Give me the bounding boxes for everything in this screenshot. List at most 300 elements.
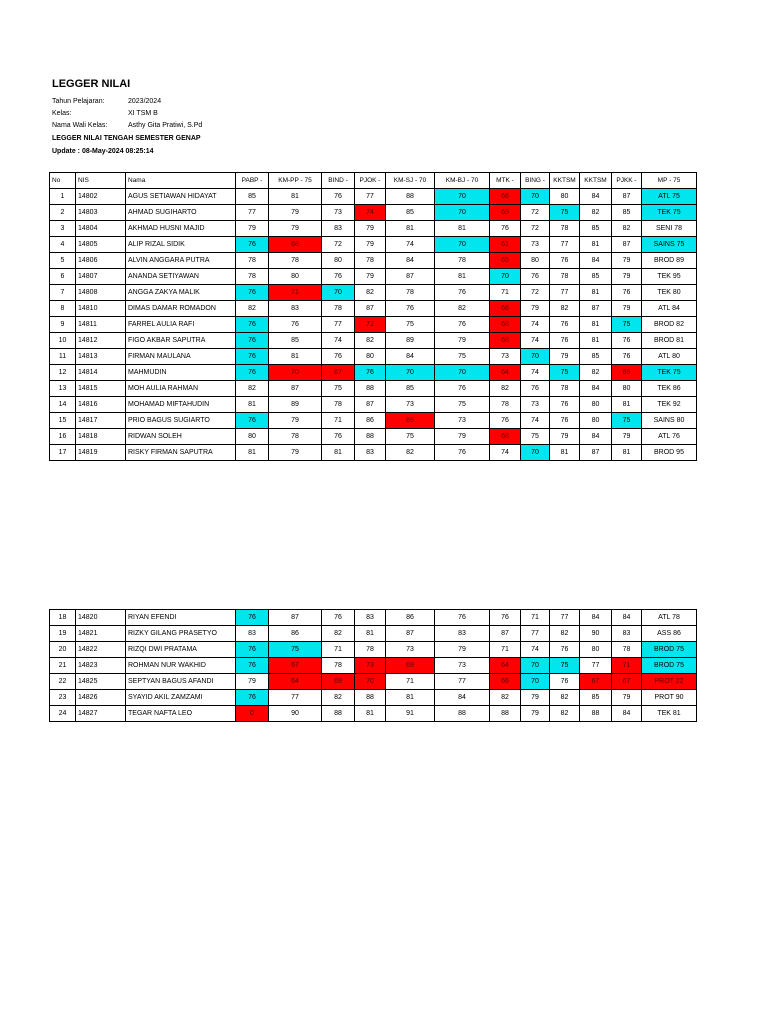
table-row xyxy=(50,237,697,253)
cell-mp: PROT 90 xyxy=(642,690,697,706)
cell-score: 77 xyxy=(355,189,386,205)
cell-score: 88 xyxy=(355,429,386,445)
cell-no: 3 xyxy=(50,221,76,237)
cell-score: 77 xyxy=(550,237,580,253)
cell-score: 70 xyxy=(269,365,322,381)
table-row xyxy=(50,690,697,706)
cell-score: 91 xyxy=(386,706,435,722)
cell-score: 68 xyxy=(490,333,521,349)
cell-score: 70 xyxy=(521,189,550,205)
cell-mp: BROD 95 xyxy=(642,445,697,461)
cell-score: 85 xyxy=(386,381,435,397)
cell-no: 16 xyxy=(50,429,76,445)
cell-score: 76 xyxy=(490,221,521,237)
table-row xyxy=(50,269,697,285)
cell-score: 69 xyxy=(386,658,435,674)
cell-score: 69 xyxy=(386,413,435,429)
cell-score: 90 xyxy=(580,626,612,642)
cell-score: 82 xyxy=(550,301,580,317)
cell-no: 10 xyxy=(50,333,76,349)
cell-score: 76 xyxy=(386,301,435,317)
cell-no: 22 xyxy=(50,674,76,690)
cell-score: 79 xyxy=(521,706,550,722)
cell-nama: MOHAMAD MIFTAHUDIN xyxy=(126,397,236,413)
cell-score: 76 xyxy=(612,333,642,349)
update-timestamp: Update : 08-May-2024 08:25:14 xyxy=(52,148,154,155)
cell-score: 79 xyxy=(521,690,550,706)
cell-score: 84 xyxy=(386,349,435,365)
cell-score: 87 xyxy=(355,397,386,413)
cell-score: 76 xyxy=(550,674,580,690)
cell-score: 67 xyxy=(580,674,612,690)
cell-nis: 14808 xyxy=(76,285,126,301)
cell-score: 78 xyxy=(490,397,521,413)
cell-nis: 14807 xyxy=(76,269,126,285)
table-row xyxy=(50,413,697,429)
cell-score: 82 xyxy=(580,205,612,221)
cell-score: 74 xyxy=(521,317,550,333)
cell-nis: 14811 xyxy=(76,317,126,333)
cell-score: 76 xyxy=(269,317,322,333)
cell-nis: 14825 xyxy=(76,674,126,690)
cell-score: 80 xyxy=(269,269,322,285)
cell-score: 83 xyxy=(322,221,355,237)
cell-score: 76 xyxy=(236,349,269,365)
cell-score: 69 xyxy=(322,674,355,690)
cell-score: 78 xyxy=(550,221,580,237)
cell-score: 78 xyxy=(355,253,386,269)
cell-score: 73 xyxy=(435,413,490,429)
cell-score: 72 xyxy=(322,237,355,253)
cell-score: 77 xyxy=(550,285,580,301)
cell-score: 76 xyxy=(236,333,269,349)
cell-no: 24 xyxy=(50,706,76,722)
table-row xyxy=(50,445,697,461)
cell-score: 66 xyxy=(490,189,521,205)
cell-mp: SAINS 75 xyxy=(642,237,697,253)
cell-score: 71 xyxy=(612,658,642,674)
cell-no: 4 xyxy=(50,237,76,253)
table-row xyxy=(50,349,697,365)
cell-score: 80 xyxy=(580,642,612,658)
cell-score: 74 xyxy=(521,365,550,381)
cell-score: 81 xyxy=(236,445,269,461)
cell-score: 68 xyxy=(269,237,322,253)
cell-score: 78 xyxy=(322,397,355,413)
cell-score: 77 xyxy=(580,658,612,674)
cell-no: 20 xyxy=(50,642,76,658)
header-mtk: MTK - xyxy=(490,173,521,189)
cell-score: 82 xyxy=(236,301,269,317)
cell-mp: BROD 82 xyxy=(642,317,697,333)
meta-row-year xyxy=(52,96,202,108)
cell-score: 71 xyxy=(521,610,550,626)
cell-score: 81 xyxy=(550,445,580,461)
cell-score: 88 xyxy=(435,706,490,722)
cell-score: 75 xyxy=(435,349,490,365)
cell-mp: TEK 81 xyxy=(642,706,697,722)
cell-score: 80 xyxy=(550,189,580,205)
cell-nis: 14805 xyxy=(76,237,126,253)
cell-score: 85 xyxy=(612,205,642,221)
meta-value: 2023/2024 xyxy=(128,98,162,105)
document-header xyxy=(52,78,202,158)
cell-mp: TEK 95 xyxy=(642,269,697,285)
cell-score: 64 xyxy=(490,365,521,381)
cell-score: 70 xyxy=(521,658,550,674)
cell-score: 87 xyxy=(386,626,435,642)
cell-score: 86 xyxy=(355,413,386,429)
cell-score: 82 xyxy=(435,301,490,317)
cell-score: 76 xyxy=(550,397,580,413)
header-bind: BIND - xyxy=(322,173,355,189)
cell-score: 87 xyxy=(269,610,322,626)
cell-score: 76 xyxy=(612,285,642,301)
cell-score: 79 xyxy=(355,237,386,253)
cell-score: 78 xyxy=(236,269,269,285)
table-row xyxy=(50,317,697,333)
cell-score: 66 xyxy=(490,674,521,690)
cell-mp: TEK 80 xyxy=(642,285,697,301)
cell-score: 80 xyxy=(580,413,612,429)
cell-score: 77 xyxy=(269,690,322,706)
cell-score: 79 xyxy=(612,301,642,317)
cell-score: 81 xyxy=(435,269,490,285)
cell-score: 80 xyxy=(322,253,355,269)
cell-score: 74 xyxy=(521,333,550,349)
cell-nama: MOH AULIA RAHMAN xyxy=(126,381,236,397)
cell-score: 79 xyxy=(269,445,322,461)
meta-row-class xyxy=(52,108,202,120)
cell-nis: 14814 xyxy=(76,365,126,381)
cell-score: 77 xyxy=(322,317,355,333)
cell-score: 82 xyxy=(612,221,642,237)
cell-score: 76 xyxy=(322,349,355,365)
cell-score: 85 xyxy=(236,189,269,205)
cell-score: 76 xyxy=(322,429,355,445)
cell-score: 81 xyxy=(355,706,386,722)
cell-score: 76 xyxy=(236,658,269,674)
cell-score: 77 xyxy=(550,610,580,626)
cell-nama: FIGO AKBAR SAPUTRA xyxy=(126,333,236,349)
meta-value: Asthy Gita Pratiwi, S.Pd xyxy=(128,122,203,129)
header-km-pp: KM-PP - 75 xyxy=(269,173,322,189)
cell-mp: ATL 78 xyxy=(642,610,697,626)
cell-score: 76 xyxy=(236,413,269,429)
cell-score: 71 xyxy=(386,674,435,690)
cell-mp: ATL 75 xyxy=(642,189,697,205)
cell-nama: FIRMAN MAULANA xyxy=(126,349,236,365)
cell-score: 75 xyxy=(435,397,490,413)
cell-score: 72 xyxy=(355,317,386,333)
cell-nis: 14819 xyxy=(76,445,126,461)
cell-score: 90 xyxy=(269,706,322,722)
table-row xyxy=(50,253,697,269)
cell-score: 64 xyxy=(490,658,521,674)
cell-score: 82 xyxy=(386,445,435,461)
cell-score: 74 xyxy=(521,642,550,658)
cell-mp: BROD 75 xyxy=(642,642,697,658)
cell-score: 75 xyxy=(386,429,435,445)
cell-score: 78 xyxy=(269,429,322,445)
meta-row-teacher xyxy=(52,120,202,132)
cell-nama: FARREL AULIA RAFI xyxy=(126,317,236,333)
cell-nis: 14826 xyxy=(76,690,126,706)
cell-score: 73 xyxy=(355,658,386,674)
cell-score: 79 xyxy=(236,674,269,690)
cell-nis: 14804 xyxy=(76,221,126,237)
cell-no: 6 xyxy=(50,269,76,285)
header-kktsm-2: KKTSM xyxy=(580,173,612,189)
cell-no: 15 xyxy=(50,413,76,429)
table-row xyxy=(50,642,697,658)
cell-score: 78 xyxy=(612,642,642,658)
cell-score: 79 xyxy=(612,690,642,706)
header-mp: MP - 75 xyxy=(642,173,697,189)
cell-score: 80 xyxy=(612,381,642,397)
cell-nama: RISKY FIRMAN SAPUTRA xyxy=(126,445,236,461)
cell-score: 74 xyxy=(521,413,550,429)
cell-score: 76 xyxy=(612,349,642,365)
table-row xyxy=(50,429,697,445)
cell-score: 79 xyxy=(435,642,490,658)
cell-nis: 14806 xyxy=(76,253,126,269)
cell-score: 78 xyxy=(322,301,355,317)
cell-score: 75 xyxy=(550,205,580,221)
cell-nama: RIDWAN SOLEH xyxy=(126,429,236,445)
cell-no: 1 xyxy=(50,189,76,205)
cell-nama: PRIO BAGUS SUGIARTO xyxy=(126,413,236,429)
cell-score: 81 xyxy=(580,285,612,301)
cell-nama: ANGGA ZAKYA MALIK xyxy=(126,285,236,301)
cell-mp: BROD 75 xyxy=(642,658,697,674)
cell-score: 78 xyxy=(236,253,269,269)
cell-score: 82 xyxy=(580,365,612,381)
cell-nama: RIZKY GILANG PRASETYO xyxy=(126,626,236,642)
header-bing: BING - xyxy=(521,173,550,189)
cell-score: 76 xyxy=(322,269,355,285)
cell-score: 77 xyxy=(236,205,269,221)
cell-score: 70 xyxy=(386,365,435,381)
cell-score: 84 xyxy=(612,706,642,722)
table-row xyxy=(50,674,697,690)
cell-score: 70 xyxy=(435,205,490,221)
cell-score: 88 xyxy=(386,189,435,205)
cell-score: 78 xyxy=(550,269,580,285)
cell-score: 80 xyxy=(236,429,269,445)
cell-score: 76 xyxy=(435,381,490,397)
table-row xyxy=(50,365,697,381)
table-row xyxy=(50,626,697,642)
cell-score: 82 xyxy=(550,690,580,706)
cell-mp: TEK 92 xyxy=(642,397,697,413)
table-row xyxy=(50,658,697,674)
cell-score: 76 xyxy=(521,381,550,397)
cell-score: 76 xyxy=(550,413,580,429)
cell-nama: ANANDA SETIYAWAN xyxy=(126,269,236,285)
cell-score: 76 xyxy=(550,642,580,658)
table-row xyxy=(50,189,697,205)
cell-no: 11 xyxy=(50,349,76,365)
cell-score: 83 xyxy=(435,626,490,642)
cell-nis: 14820 xyxy=(76,610,126,626)
cell-score: 82 xyxy=(550,626,580,642)
cell-nama: AKHMAD HUSNI MAJID xyxy=(126,221,236,237)
cell-score: 81 xyxy=(580,237,612,253)
cell-score: 73 xyxy=(435,658,490,674)
cell-nis: 14802 xyxy=(76,189,126,205)
cell-score: 81 xyxy=(236,397,269,413)
cell-score: 85 xyxy=(580,221,612,237)
cell-score: 70 xyxy=(521,445,550,461)
cell-score: 88 xyxy=(580,706,612,722)
cell-score: 81 xyxy=(580,333,612,349)
cell-score: 72 xyxy=(521,205,550,221)
cell-nama: DIMAS DAMAR ROMADON xyxy=(126,301,236,317)
cell-score: 75 xyxy=(550,365,580,381)
cell-score: 82 xyxy=(322,626,355,642)
header-pjkk: PJKK - xyxy=(612,173,642,189)
cell-score: 82 xyxy=(355,333,386,349)
table-header-row xyxy=(50,173,697,189)
cell-score: 88 xyxy=(355,381,386,397)
cell-score: 68 xyxy=(490,317,521,333)
cell-score: 73 xyxy=(386,642,435,658)
cell-score: 75 xyxy=(386,317,435,333)
cell-score: 76 xyxy=(435,317,490,333)
cell-score: 73 xyxy=(521,237,550,253)
cell-score: 85 xyxy=(580,690,612,706)
cell-score: 80 xyxy=(355,349,386,365)
header-no: No xyxy=(50,173,76,189)
cell-nis: 14815 xyxy=(76,381,126,397)
grades-table-page-2 xyxy=(49,609,697,722)
cell-score: 89 xyxy=(269,397,322,413)
table-row xyxy=(50,285,697,301)
cell-score: 78 xyxy=(435,253,490,269)
cell-score: 76 xyxy=(435,445,490,461)
cell-score: 65 xyxy=(490,253,521,269)
cell-score: 81 xyxy=(386,221,435,237)
cell-score: 76 xyxy=(550,317,580,333)
cell-nama: SEPTYAN BAGUS AFANDI xyxy=(126,674,236,690)
cell-score: 79 xyxy=(612,253,642,269)
cell-score: 78 xyxy=(550,381,580,397)
cell-nama: ALIP RIZAL SIDIK xyxy=(126,237,236,253)
cell-score: 81 xyxy=(435,221,490,237)
table-row xyxy=(50,205,697,221)
cell-score: 82 xyxy=(236,381,269,397)
cell-score: 79 xyxy=(355,269,386,285)
header-kktsm-1: KKTSM xyxy=(550,173,580,189)
cell-score: 61 xyxy=(490,237,521,253)
cell-score: 74 xyxy=(355,205,386,221)
cell-score: 76 xyxy=(435,610,490,626)
cell-score: 86 xyxy=(269,626,322,642)
header-nama: Nama xyxy=(126,173,236,189)
grades-table-body xyxy=(50,189,697,461)
cell-score: 85 xyxy=(386,205,435,221)
table-row xyxy=(50,301,697,317)
cell-score: 71 xyxy=(490,642,521,658)
cell-mp: ATL 76 xyxy=(642,429,697,445)
cell-score: 71 xyxy=(490,285,521,301)
cell-score: 79 xyxy=(269,413,322,429)
cell-nama: ROHMAN NUR WAKHID xyxy=(126,658,236,674)
cell-score: 71 xyxy=(322,642,355,658)
cell-score: 70 xyxy=(435,189,490,205)
document-subtitle: LEGGER NILAI TENGAH SEMESTER GENAP xyxy=(52,135,201,142)
header-km-bj: KM-BJ - 70 xyxy=(435,173,490,189)
cell-nama: RIZQI DWI PRATAMA xyxy=(126,642,236,658)
cell-no: 8 xyxy=(50,301,76,317)
cell-score: 83 xyxy=(612,626,642,642)
cell-score: 69 xyxy=(490,205,521,221)
cell-score: 81 xyxy=(580,317,612,333)
cell-score: 72 xyxy=(521,285,550,301)
cell-score: 67 xyxy=(269,658,322,674)
table-row xyxy=(50,610,697,626)
cell-score: 76 xyxy=(521,269,550,285)
cell-score: 87 xyxy=(612,189,642,205)
cell-score: 73 xyxy=(521,397,550,413)
header-km-sj: KM-SJ - 70 xyxy=(386,173,435,189)
cell-score: 76 xyxy=(550,333,580,349)
cell-score: 82 xyxy=(322,690,355,706)
cell-score: 75 xyxy=(322,381,355,397)
cell-nis: 14810 xyxy=(76,301,126,317)
cell-score: 84 xyxy=(580,253,612,269)
cell-nama: SYAYID AKIL ZAMZAMI xyxy=(126,690,236,706)
cell-score: 81 xyxy=(322,445,355,461)
header-pjok: PJOK - xyxy=(355,173,386,189)
cell-score: 67 xyxy=(612,674,642,690)
cell-score: 70 xyxy=(435,237,490,253)
cell-mp: PROT 22 xyxy=(642,674,697,690)
cell-score: 81 xyxy=(269,189,322,205)
cell-score: 69 xyxy=(612,365,642,381)
cell-mp: ASS 86 xyxy=(642,626,697,642)
cell-score: 80 xyxy=(580,397,612,413)
cell-mp: TEK 86 xyxy=(642,381,697,397)
cell-score: 81 xyxy=(612,445,642,461)
cell-score: 77 xyxy=(521,626,550,642)
meta-label: Tahun Pelajaran: xyxy=(52,98,105,105)
cell-score: 76 xyxy=(236,317,269,333)
cell-nis: 14816 xyxy=(76,397,126,413)
cell-nama: TEGAR NAFTA LEO xyxy=(126,706,236,722)
cell-score: 88 xyxy=(355,690,386,706)
cell-nama: RIYAN EFENDI xyxy=(126,610,236,626)
cell-score: 79 xyxy=(355,221,386,237)
cell-nis: 14812 xyxy=(76,333,126,349)
cell-score: 78 xyxy=(355,642,386,658)
cell-score: 87 xyxy=(580,445,612,461)
cell-score: 71 xyxy=(269,285,322,301)
cell-score: 79 xyxy=(521,301,550,317)
cell-score: 76 xyxy=(236,642,269,658)
grades-table-page-1 xyxy=(49,172,697,461)
cell-nis: 14827 xyxy=(76,706,126,722)
cell-score: 73 xyxy=(322,205,355,221)
cell-mp: BROD 81 xyxy=(642,333,697,349)
cell-score: 86 xyxy=(386,610,435,626)
cell-score: 79 xyxy=(435,333,490,349)
cell-score: 87 xyxy=(386,269,435,285)
cell-nis: 14817 xyxy=(76,413,126,429)
cell-score: 87 xyxy=(490,626,521,642)
cell-score: 75 xyxy=(521,429,550,445)
